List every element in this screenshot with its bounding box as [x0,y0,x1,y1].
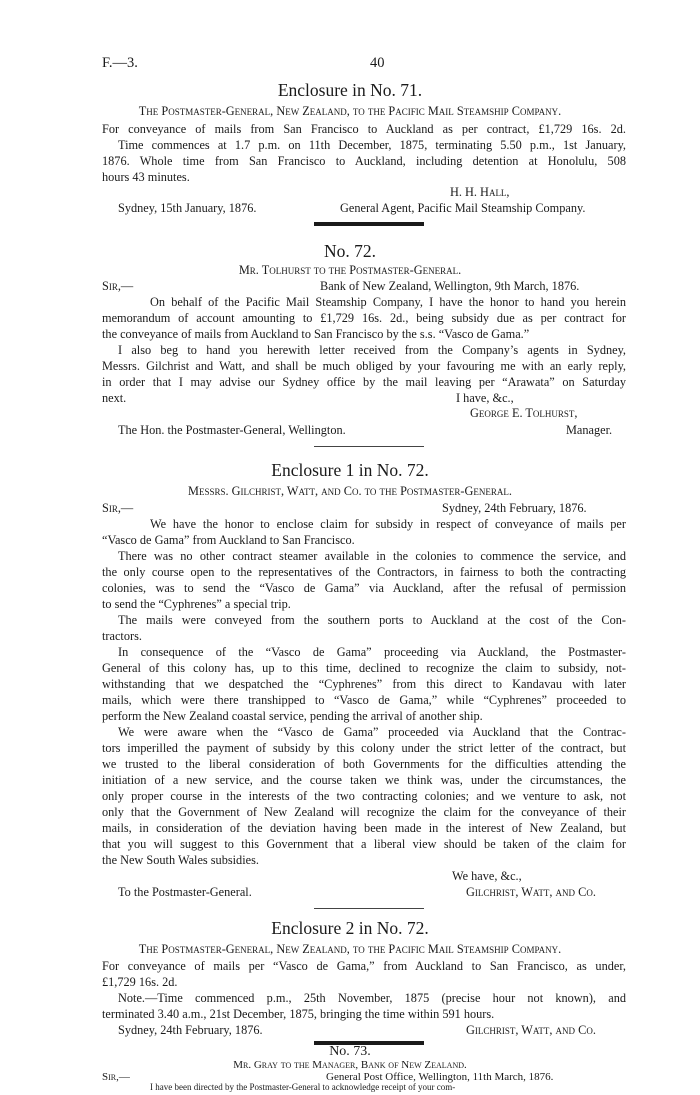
enc2-72-line2: £1,729 16s. 2d. [102,975,178,989]
no72-closing: I have, &c., [456,391,514,405]
no72-p2-line3: in order that I may advise our Sydney office by the mail leaving per “Arawata” on Saturday [102,375,626,389]
enc1-72-line: only that the Government of New Zealand will recognize the claim for the conveyance of their [102,805,626,819]
enc1-72-line: that you will suggest to this Government that a liberal view should be taken of the claim for [102,837,626,851]
no73-subtitle: Mr. Gray to the Manager, Bank of New Zealand. [233,1059,467,1071]
enc1-72-line: only proper course in the interests of the two contracting colonies; and we venture to ask, not [102,789,626,803]
enc1-72-line: colonies, was to send the “Vasco de Gama” via Auckland, after the refusal of permission [102,581,626,595]
document-code: F.—3. [102,55,138,71]
enc2-72-date: Sydney, 24th February, 1876. [118,1023,263,1037]
enc2-72-line3: Note.—Time commenced p.m., 25th November, 1875 (precise hour not known), and [118,991,626,1005]
no72-p1-line1: On behalf of the Pacific Mail Steamship Company, I have the honor to hand you herein [150,295,626,309]
no72-addressee: The Hon. the Postmaster-General, Wellington. [118,423,346,437]
section-divider [314,908,424,909]
no72-subtitle: Mr. Tolhurst to the Postmaster-General. [238,263,462,277]
no72-p1-line3: the conveyance of mails from Auckland to San Francisco by the s.s. “Vasco de Gama.” [102,327,530,341]
enc2-72-subtitle: The Postmaster-General, New Zealand, to the Pacific Mail Steamship Company. [138,942,562,956]
enc1-72-line: We were aware when the “Vasco de Gama” proceeded via Auckland that the Contrac- [118,725,626,739]
enc1-72-line: initiation of a new service, and the course taken we think was, under the circumstances, the [102,773,626,787]
enc1-72-line: to send the “Cyphrenes” a special trip. [102,597,291,611]
page-number: 40 [370,55,385,71]
enc71-line4: hours 43 minutes. [102,170,190,184]
enc1-72-line: mails, which were there transhipped to “Vasco de Gama,” while “Cyphrenes” proceeded to [102,693,626,707]
no72-p2-line1: I also beg to hand you herewith letter received from the Company’s agents in Sydney, [118,343,626,357]
no73-line1: I have been directed by the Postmaster-General to acknowledge receipt of your com- [150,1083,456,1092]
no72-title: No. 72. [323,241,376,261]
enc1-72-addressee: To the Postmaster-General. [118,885,252,899]
no72-place-date: Bank of New Zealand, Wellington, 9th March, 1876. [320,279,580,293]
enc1-72-closing: We have, &c., [452,869,522,883]
enc2-72-line1: For conveyance of mails per “Vasco de Gama,” from Auckland to San Francisco, as under, [102,959,626,973]
no73-title: No. 73. [329,1044,371,1059]
enc1-72-line: In consequence of the “Vasco de Gama” proceeding via Auckland, the Postmaster- [118,645,626,659]
enc1-72-line: tors imperilled the payment of subsidy by this colony under the strict letter of the contract, but [102,741,626,755]
no72-signer: George E. Tolhurst, [470,406,578,420]
enc1-72-line: the New South Wales subsidies. [102,853,259,867]
enc1-72-line: General of this colony has, up to this time, declined to recognize the claim to subsidy, not- [102,661,626,675]
no73-salutation: Sir,— [102,1071,130,1083]
enc1-72-line: perform the New Zealand coastal service, pending the arrival of another ship. [102,709,483,723]
enc71-signer-title: General Agent, Pacific Mail Steamship Company. [340,201,586,215]
enc2-72-title: Enclosure 2 in No. 72. [271,918,429,938]
enc2-72-signer: Gilchrist, Watt, and Co. [466,1023,596,1037]
enc1-72-line: mails, in consideration of the deviation having been made in the interest of New Zealand, but [102,821,626,835]
enc1-72-place-date: Sydney, 24th February, 1876. [442,501,587,515]
enc1-72-line: tractors. [102,629,142,643]
enc71-signer: H. H. Hall, [450,185,510,199]
no72-p1-line2: memorandum of account amounting to £1,729 16s. 2d., being subsidy due as per contract for [102,311,626,325]
enc71-line1: For conveyance of mails from San Francisco to Auckland as per contract, £1,729 16s. 2d. [102,122,626,136]
enc1-72-line: we trusted to the liberal consideration of both Governments for the difficulties attending the [102,757,626,771]
enc1-72-line: We have the honor to enclose claim for subsidy in respect of conveyance of mails per [150,517,626,531]
enc1-72-title: Enclosure 1 in No. 72. [271,460,429,480]
enc1-72-line: withstanding that we despatched the “Cyphrenes” from this direct to Kandavau with later [102,677,626,691]
enc71-line2: Time commences at 1.7 p.m. on 11th December, 1875, terminating 5.50 p.m., 1st January, [118,138,626,152]
section-divider [314,446,424,447]
enc71-line3: 1876. Whole time from San Francisco to Auckland, including detention at Honolulu, 508 [102,154,626,168]
enc1-72-line: The mails were conveyed from the southern ports to Auckland at the cost of the Con- [118,613,626,627]
enc1-72-subtitle: Messrs. Gilchrist, Watt, and Co. to the Postmaster-General. [188,484,512,498]
no72-p2-line2: Messrs. Gilchrist and Watt, and shall be much obliged by your favouring me with an early reply, [102,359,626,373]
enc1-72-line: There was no other contract steamer available in the colonies to commence the service, and [118,549,626,563]
section-divider [314,222,424,226]
enc1-72-signer: Gilchrist, Watt, and Co. [466,885,596,899]
enc2-72-line4: terminated 3.40 a.m., 21st December, 1875, bringing the time within 591 hours. [102,1007,495,1021]
no72-p2-end: next. [102,391,127,405]
enc1-72-salutation: Sir,— [102,501,134,515]
enc71-date: Sydney, 15th January, 1876. [118,201,257,215]
enc1-72-line: “Vasco de Gama” from Auckland to San Francisco. [102,533,355,547]
no73-place-date: General Post Office, Wellington, 11th March, 1876. [326,1071,554,1083]
enc71-title: Enclosure in No. 71. [277,80,423,100]
no72-signer-title: Manager. [566,423,613,437]
enc1-72-line: the only course open to the representatives of the Contractors, in fairness to both the contracting [102,565,626,579]
enc71-subtitle: The Postmaster-General, New Zealand, to the Pacific Mail Steamship Company. [138,104,562,118]
no72-salutation: Sir,— [102,279,134,293]
